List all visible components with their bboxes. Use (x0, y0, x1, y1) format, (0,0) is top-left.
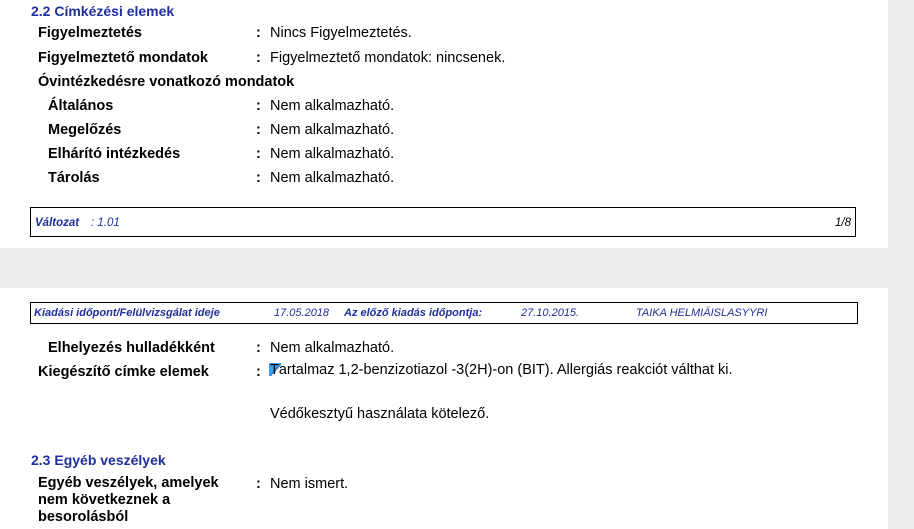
page-side-strip (888, 0, 914, 529)
section-2-3-title: 2.3 Egyéb veszélyek (31, 452, 166, 468)
page-gap (0, 248, 914, 288)
previous-issue-value: 27.10.2015. (521, 307, 580, 319)
general-colon: : (256, 98, 261, 114)
hazard-statements-value: Figyelmeztető mondatok: nincsenek. (270, 50, 506, 66)
supplemental-value (270, 362, 733, 378)
gloves-statement: Védőkesztyű használata kötelező. (270, 406, 490, 422)
precautionary-heading: Óvintézkedésre vonatkozó mondatok (38, 74, 295, 90)
other-hazards-colon: : (256, 476, 261, 492)
other-hazards-label (38, 475, 219, 526)
other-hazards-label-line-1: Egyéb veszélyek, amelyek (38, 475, 219, 491)
warnings-label: Figyelmeztetés (38, 25, 142, 41)
prevention-colon: : (256, 122, 261, 138)
response-colon: : (256, 146, 261, 162)
warnings-value: Nincs Figyelmeztetés. (270, 25, 412, 41)
version-value: : 1.01 (91, 217, 120, 229)
page-footer (30, 207, 856, 237)
supplemental-colon: : (256, 364, 261, 380)
other-hazards-label-line-2: nem következnek a (38, 492, 171, 508)
warnings-colon: : (256, 25, 261, 41)
disposal-colon: : (256, 340, 261, 356)
issue-date-value: 17.05.2018 (274, 307, 330, 319)
disposal-label: Elhelyezés hulladékként (48, 340, 215, 356)
other-hazards-value: Nem ismert. (270, 476, 349, 492)
supplemental-value-first-letter: T (270, 362, 279, 378)
section-2-2-title: 2.2 Címkézési elemek (31, 3, 175, 19)
disposal-value: Nem alkalmazható. (270, 340, 395, 356)
hazard-statements-colon: : (256, 50, 261, 66)
supplemental-label: Kiegészítő címke elemek (38, 364, 209, 380)
page-1 (0, 0, 888, 248)
general-value: Nem alkalmazható. (270, 98, 395, 114)
previous-issue-label: Az előző kiadás időpontja: (344, 307, 483, 319)
prevention-value: Nem alkalmazható. (270, 122, 395, 138)
supplemental-value-text: artalmaz 1,2-benzizotiazol -3(2H)-on (BIT). Allergiás reakciót válthat ki. (278, 362, 733, 378)
hazard-statements-label: Figyelmeztető mondatok (38, 50, 208, 66)
response-label: Elhárító intézkedés (48, 146, 181, 162)
storage-label: Tárolás (48, 170, 100, 186)
issue-date-label: Kiadási időpont/Felülvizsgálat ideje (34, 307, 220, 319)
other-hazards-label-line-3: besorolásból (38, 509, 129, 525)
storage-colon: : (256, 170, 261, 186)
storage-value: Nem alkalmazható. (270, 170, 395, 186)
company-name: TAIKA HELMIÄISLASYYRI (636, 307, 768, 319)
prevention-label: Megelőzés (48, 122, 122, 138)
page-2 (0, 288, 888, 529)
response-value: Nem alkalmazható. (270, 146, 395, 162)
general-label: Általános (48, 98, 114, 114)
page-header (30, 302, 858, 324)
page-number: 1/8 (835, 217, 851, 229)
version-label: Változat (35, 217, 80, 229)
